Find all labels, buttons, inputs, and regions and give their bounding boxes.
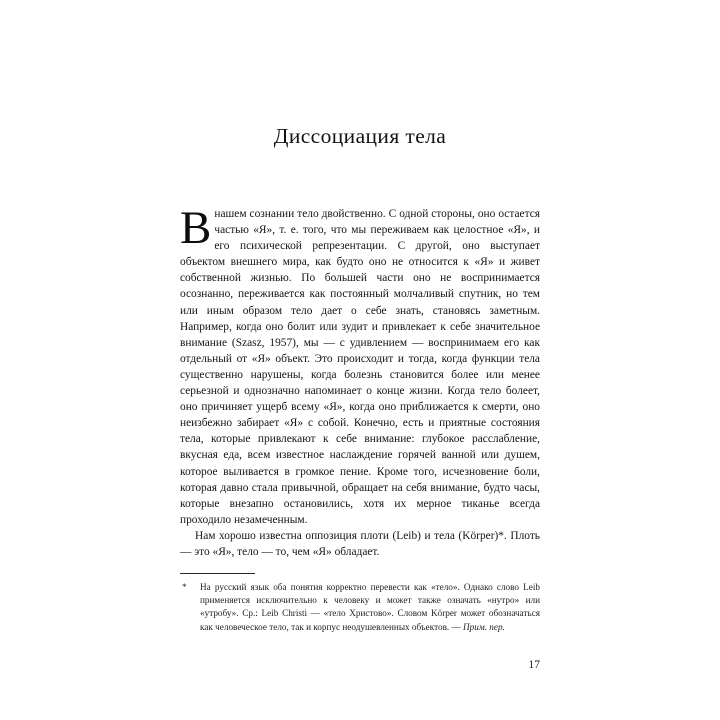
page-number: 17 [528,658,540,671]
footnote-separator-rule [180,573,255,574]
paragraph-1 [180,202,540,528]
body-text-block [180,202,540,560]
drop-cap-letter: В [180,202,212,254]
paragraph-2: Нам хорошо известна оппозиция плоти (Leib) и тела (Körper)*. Плоть — это «Я», тело — то, чем «Я» обладает. [180,529,540,558]
footnote-marker: * [182,582,187,593]
footnote-text-main: На русский язык оба понятия корректно перевести как «тело». Однако слово Leib применяется исключительно к человеку и может также означать «нутро» или «утробу». Ср.: Leib Christi — «тело Христово». Словом Körper может обозначаться как человеческое тело, так и корпус неодушевленных объектов. — [200,582,540,632]
paragraph-1-text: нашем сознании тело двойственно. С одной стороны, оно остается частью «Я», т. е. того, что мы переживаем как целостное «Я», и его психической репрезентации. С другой, оно выступает объектом внешнего мира, как будто оно не относится к «Я» и живет собственной жизнью. По большей части оно не воспринимается осознанно, переживается как постоянный молчаливый спутник, но тем или иным образом тело дает о себе знать, становясь заметным. Например, когда оно болит или зудит и привлекает к себе значительное внимание (Szasz, 1957), мы — с удивлением — воспринимаем его как отдельный от «Я» объект. Это происходит и тогда, когда функции тела существенно нарушены, когда болезнь становится более или менее серьезной и однозначно напоминает о конце жизни. Когда тело болеет, оно причиняет ущерб всему «Я», когда оно приближается к смерти, оно неизбежно забирает «Я» с собой. Конечно, есть и приятные состояния тела, которые привлекают к себе внимание: глубокое расслабление, вкусная еда, всем известное наслаждение горячей ванной или душем, которое выливается в громкое пение. Кроме того, исчезновение боли, которая давно стала привычной, обращает на себя внимание, будто часы, которые внезапно остановились, хотя их мерное тиканье всегда проходило незамеченным. [180,208,540,526]
footnote-attribution: Прим. пер. [463,621,505,632]
page-title: Диссоциация тела [273,124,447,148]
footnote [180,573,540,634]
page-content [180,0,540,634]
footnote-text [200,581,540,634]
footnote-body [180,581,540,634]
